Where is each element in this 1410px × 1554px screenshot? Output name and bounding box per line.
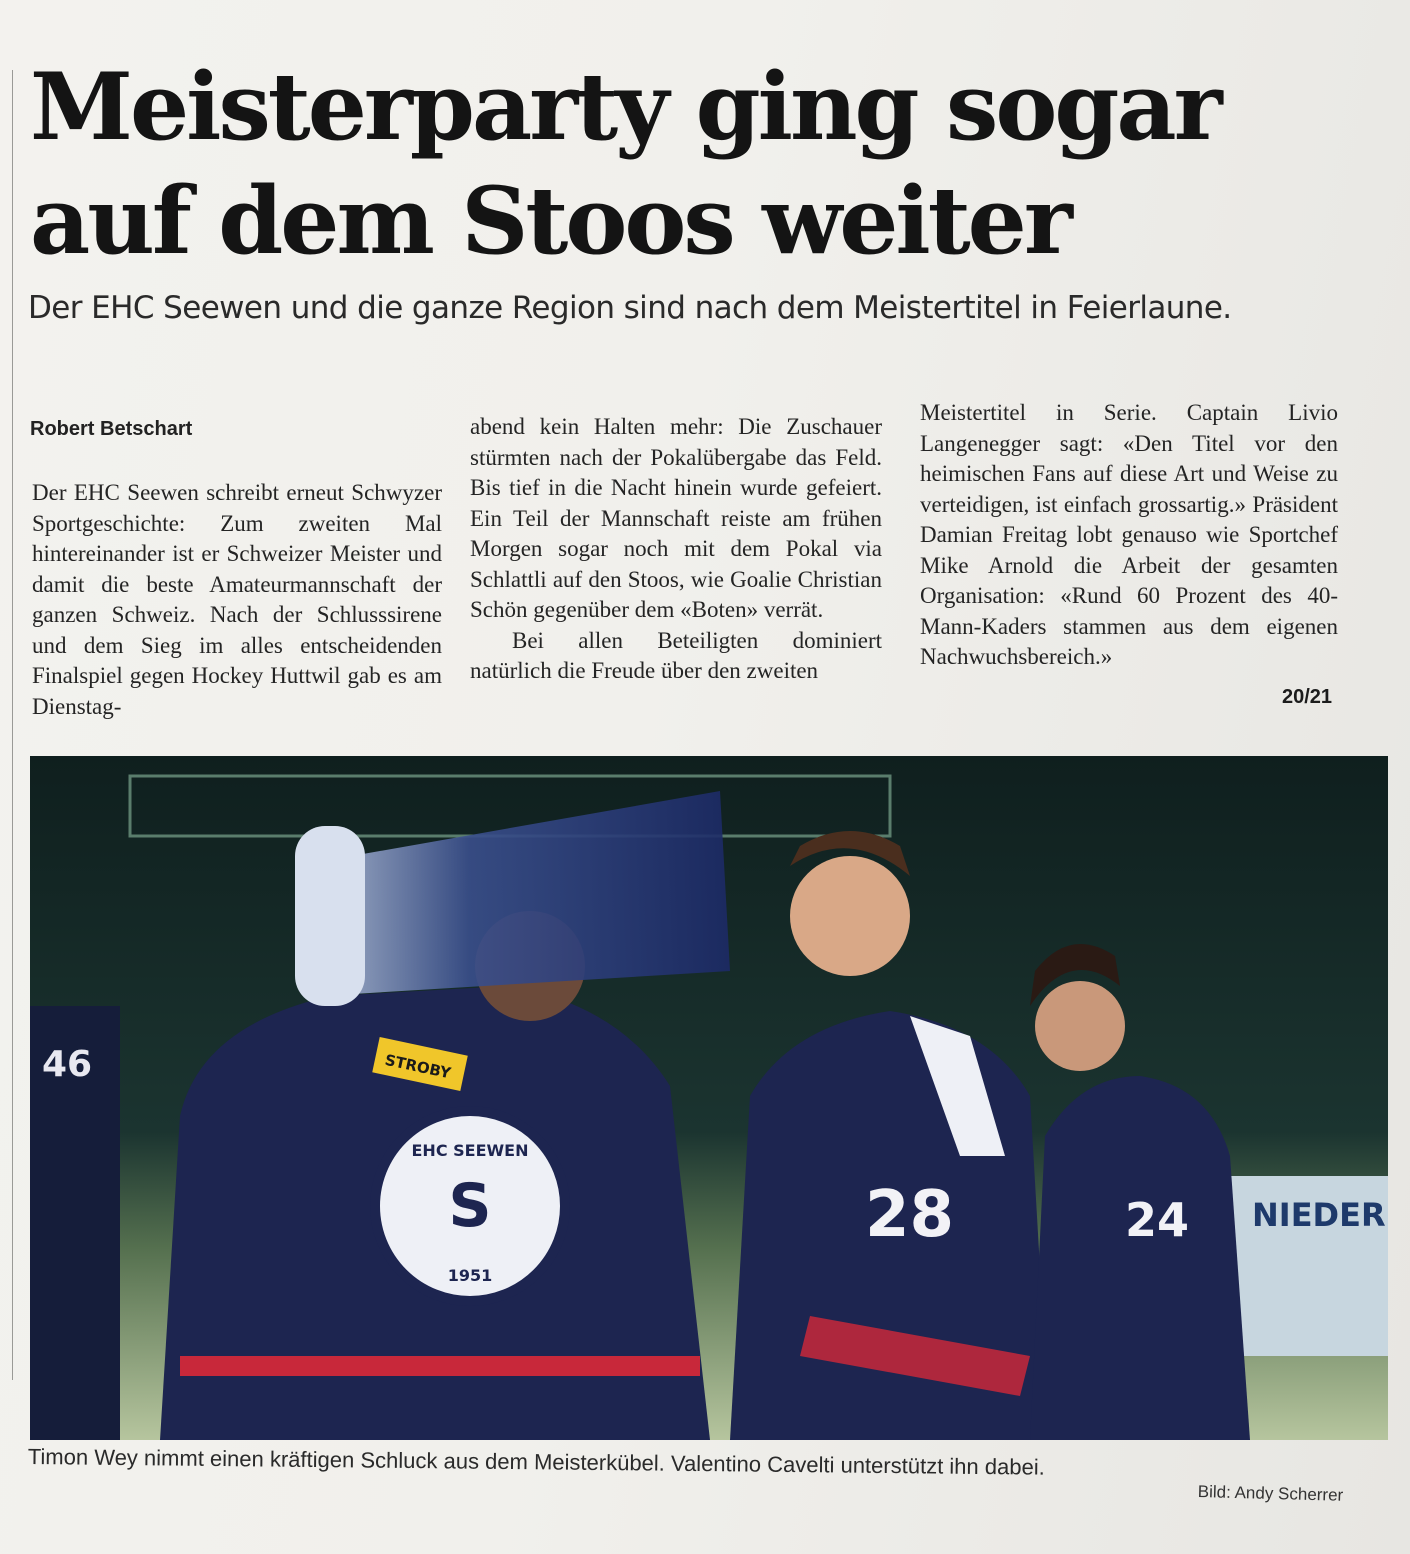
trophy-rim — [295, 826, 365, 1006]
column-text: Der EHC Seewen schreibt erneut Schwyzer Sportgeschichte: Zum zweiten Mal hintereinander ist er Schweizer Meister und damit die beste Amateurmannschaft der ganzen Schweiz. Nach der Schlusssirene und dem Sieg im alles entscheidenden Finalspiel gegen Hockey Huttwil gab es am Dienstag- — [32, 480, 442, 719]
crest-s-icon: S — [448, 1171, 492, 1241]
player-head-2 — [790, 856, 910, 976]
crest-year: 1951 — [447, 1266, 493, 1285]
page-border-line — [12, 70, 13, 1380]
crest-text: EHC SEEWEN — [411, 1141, 529, 1160]
article-column-2 — [470, 412, 882, 687]
jersey-stripe — [180, 1356, 700, 1376]
jersey-number-24: 24 — [1125, 1193, 1190, 1247]
player-right — [1030, 1076, 1250, 1440]
jersey-number-left: 46 — [42, 1044, 93, 1085]
sponsor-patch-text: STROBY — [383, 1050, 453, 1083]
column-text: Bei allen Beteiligten dominiert natürlich die Freude über den zweiten — [470, 627, 882, 683]
player-head-3 — [1035, 981, 1125, 1071]
article-byline: Robert Betschart — [30, 418, 193, 440]
photo-caption: Timon Wey nimmt einen kräftigen Schluck aus dem Meisterkübel. Valentino Cavelti unterstützt ihn dabei. — [27, 1444, 1045, 1480]
photo-credit: Bild: Andy Scherrer — [1197, 1482, 1344, 1505]
page-reference: 20/21 — [1282, 686, 1333, 708]
jersey-number-28: 28 — [865, 1178, 955, 1252]
article-subtitle: Der EHC Seewen und die ganze Region sind nach dem Meistertitel in Feierlaune. — [28, 290, 1232, 326]
article-column-3 — [920, 398, 1338, 673]
celebration-photo-illustration — [30, 756, 1388, 1440]
article-column-1 — [32, 478, 442, 722]
column-text: abend kein Halten mehr: Die Zuschauer stürmten nach der Pokalübergabe das Feld. Bis tief in die Nacht hinein wurde gefeiert. Ein Teil der Mannschaft reiste am frühen Morgen sogar noch mit dem Pokal via Schlattli auf den Stoos, wie Goalie Christian Schön gegenüber dem «Boten» verrät. — [470, 414, 882, 622]
board-text: NIEDER — [1252, 1196, 1386, 1234]
column-text: Meistertitel in Serie. Captain Livio Langenegger sagt: «Den Titel vor den heimischen Fans auf diese Art und Weise zu verteidigen, ist einfach grossartig.» Präsident Damian Freitag lobt genauso wie Sportchef Mike Arnold die Arbeit der gesamten Organisation: «Rund 60 Prozent des 40-Mann-Kaders stammen aus dem eigenen Nachwuchsbereich.» — [920, 400, 1338, 669]
article-photo — [30, 756, 1388, 1440]
article-headline: Meisterparty ging sogar auf dem Stoos weiter — [30, 52, 1220, 275]
